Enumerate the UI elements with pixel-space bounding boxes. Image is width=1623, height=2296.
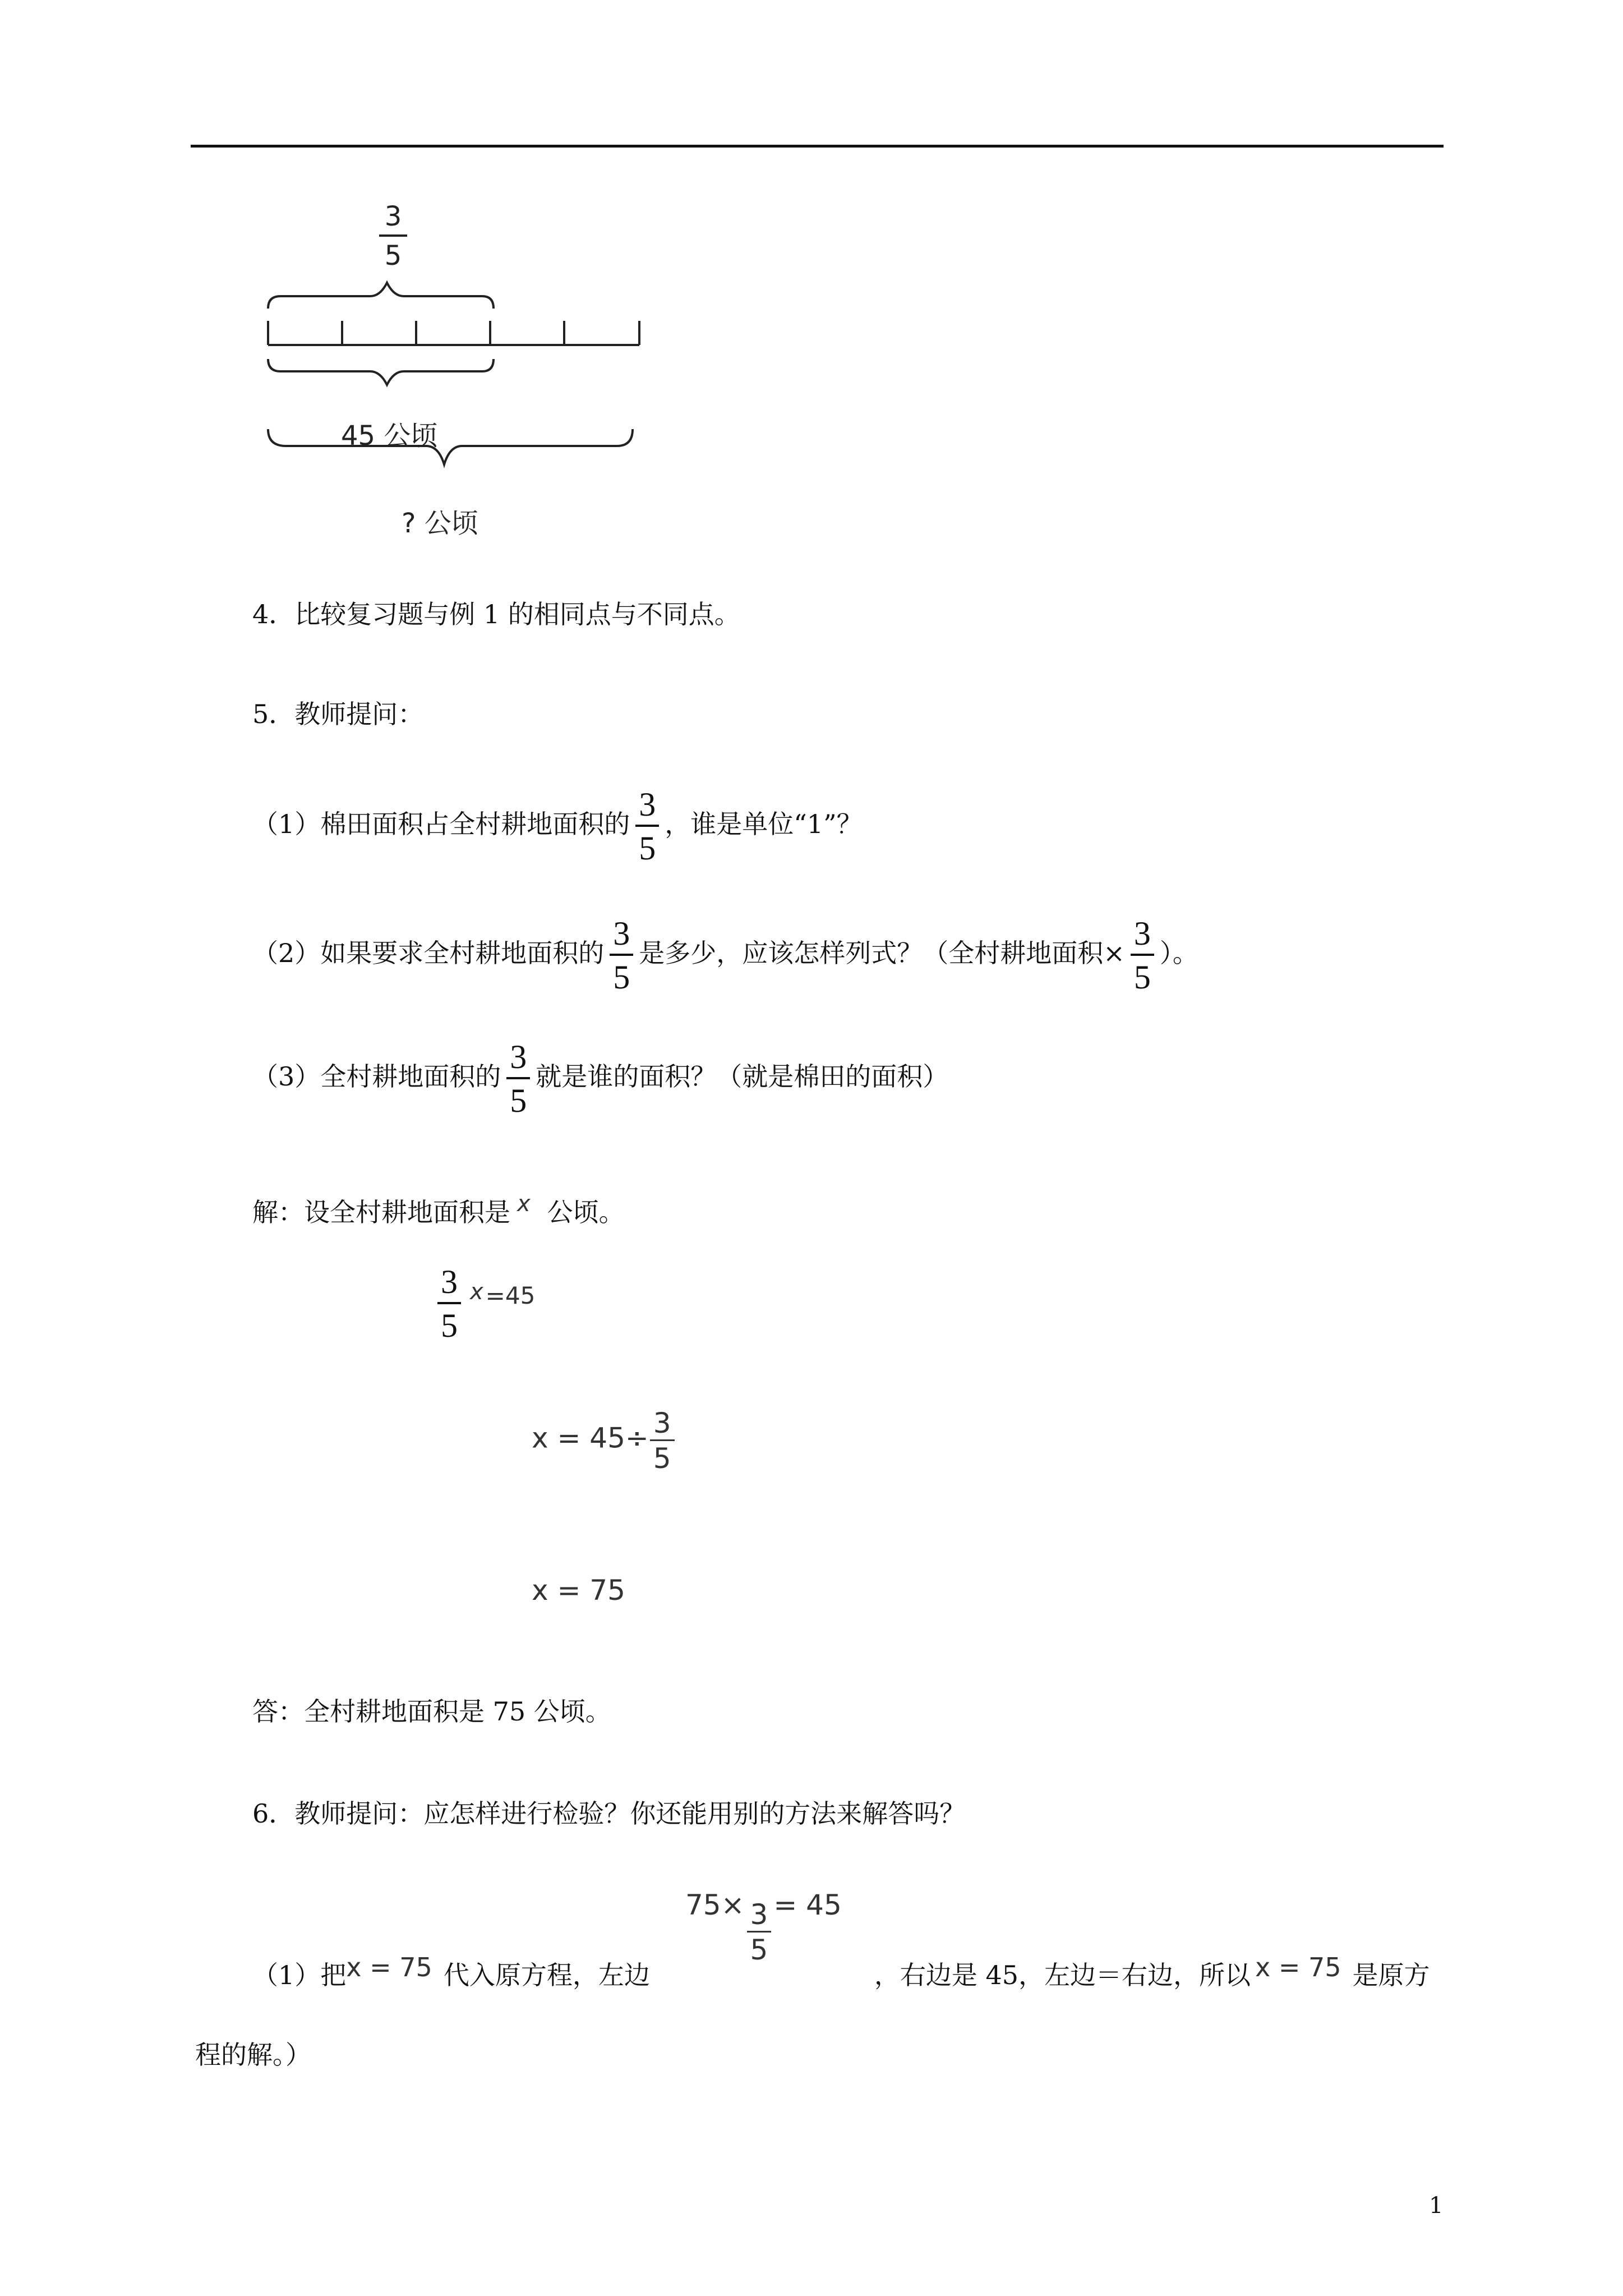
fraction-denominator: 5 xyxy=(639,830,656,867)
fraction-bar xyxy=(635,825,659,827)
fraction-denominator: 5 xyxy=(510,1082,527,1119)
fraction-bar xyxy=(610,954,633,956)
fraction-3-5 xyxy=(1131,917,1154,994)
bottom-brace xyxy=(268,429,633,464)
item-5-1 xyxy=(252,788,863,865)
solution-line xyxy=(252,1191,625,1227)
fraction-3-5 xyxy=(635,788,659,865)
fraction-bar xyxy=(437,1302,461,1304)
solution-variable: x xyxy=(517,1191,531,1217)
fraction-3-5 xyxy=(650,1409,675,1473)
fraction-denominator: 5 xyxy=(613,959,630,996)
item-5-1-question: ，谁是单位“1”？ xyxy=(665,809,863,839)
equation-2 xyxy=(532,1409,680,1473)
fraction-numerator: 3 xyxy=(441,1263,458,1300)
check-text-end: 是原方 xyxy=(1352,1960,1430,1990)
item-5-2-end: ）。 xyxy=(1159,938,1198,968)
fraction-numerator: 3 xyxy=(1133,915,1151,952)
diagram-label-45: 45 公顷 xyxy=(341,420,438,452)
item-4-compare: 4．比较复习题与例 1 的相同点与不同点。 xyxy=(252,599,740,629)
check-solution: x = 75 xyxy=(1255,1952,1341,1982)
page-number: 1 xyxy=(1429,2193,1444,2219)
fraction-numerator: 3 xyxy=(750,1898,768,1931)
fraction-3-5 xyxy=(610,917,633,994)
item-5-1-text: （1）棉田面积占全村耕地面积的 xyxy=(252,809,630,839)
diagram-fraction-numerator: 3 xyxy=(384,201,402,232)
check-expression-rhs: = 45 xyxy=(773,1889,842,1921)
check-expression xyxy=(685,1889,842,1966)
fraction-bar xyxy=(506,1077,530,1079)
fraction-denominator: 5 xyxy=(653,1442,671,1475)
header-rule xyxy=(191,145,1444,148)
fraction-numerator: 3 xyxy=(613,915,630,952)
check-expression-lhs: 75× xyxy=(685,1889,745,1921)
item-5-2-mid: 是多少，应该怎样列式？（全村耕地面积× xyxy=(639,938,1125,968)
diagram-label-unknown: ? 公顷 xyxy=(402,508,478,539)
item-5-3-text: （3）全村耕地面积的 xyxy=(252,1061,501,1092)
fraction-denominator: 5 xyxy=(1133,959,1151,996)
item-5-2-text: （2）如果要求全村耕地面积的 xyxy=(252,938,605,968)
fraction-3-5 xyxy=(747,1898,772,1966)
fraction-denominator: 5 xyxy=(441,1307,458,1344)
top-brace xyxy=(268,283,494,309)
item-5-3 xyxy=(252,1040,948,1117)
equation-1-variable: x xyxy=(470,1279,483,1305)
fraction-3-5 xyxy=(506,1040,530,1117)
answer-line: 答：全村耕地面积是 75 公顷。 xyxy=(252,1696,611,1727)
equation-3: x = 75 xyxy=(532,1574,625,1607)
fraction-bar xyxy=(650,1439,675,1441)
equation-1 xyxy=(437,1265,535,1342)
fraction-numerator: 3 xyxy=(653,1407,671,1439)
diagram-fraction-bar xyxy=(379,234,407,237)
item-5-3-answer: 就是谁的面积？（就是棉田的面积） xyxy=(536,1061,949,1092)
diagram-fraction-denominator: 5 xyxy=(384,240,402,272)
item-5-2 xyxy=(252,917,1198,994)
fraction-denominator: 5 xyxy=(750,1934,768,1966)
fraction-numerator: 3 xyxy=(510,1038,527,1075)
fraction-bar xyxy=(1131,954,1154,956)
equation-1-rhs: =45 xyxy=(485,1282,536,1309)
fraction-numerator: 3 xyxy=(639,786,656,823)
check-text-pre: （1）把 xyxy=(252,1960,347,1990)
fraction-bar xyxy=(747,1931,772,1932)
check-substitution: x = 75 xyxy=(346,1952,432,1982)
check-line-2: 程的解。） xyxy=(195,2040,311,2070)
fraction-3-5 xyxy=(437,1265,461,1342)
check-text-mid: 代入原方程，左边 xyxy=(443,1960,650,1990)
middle-brace xyxy=(268,359,494,385)
equation-2-lhs: x = 45÷ xyxy=(532,1421,649,1455)
diagram-svg xyxy=(258,275,651,522)
check-text-mid2: ，右边是 45，左边＝右边，所以 xyxy=(874,1960,1251,1990)
solution-unit: 公顷。 xyxy=(547,1197,625,1227)
diagram-fraction xyxy=(379,201,407,272)
check-line-1 xyxy=(252,1952,1430,1990)
item-6-teacher-question: 6．教师提问：应怎样进行检验？你还能用别的方法来解答吗？ xyxy=(252,1798,966,1829)
item-5-teacher-question: 5．教师提问： xyxy=(252,699,424,729)
solution-text: 解：设全村耕地面积是 xyxy=(252,1197,510,1227)
